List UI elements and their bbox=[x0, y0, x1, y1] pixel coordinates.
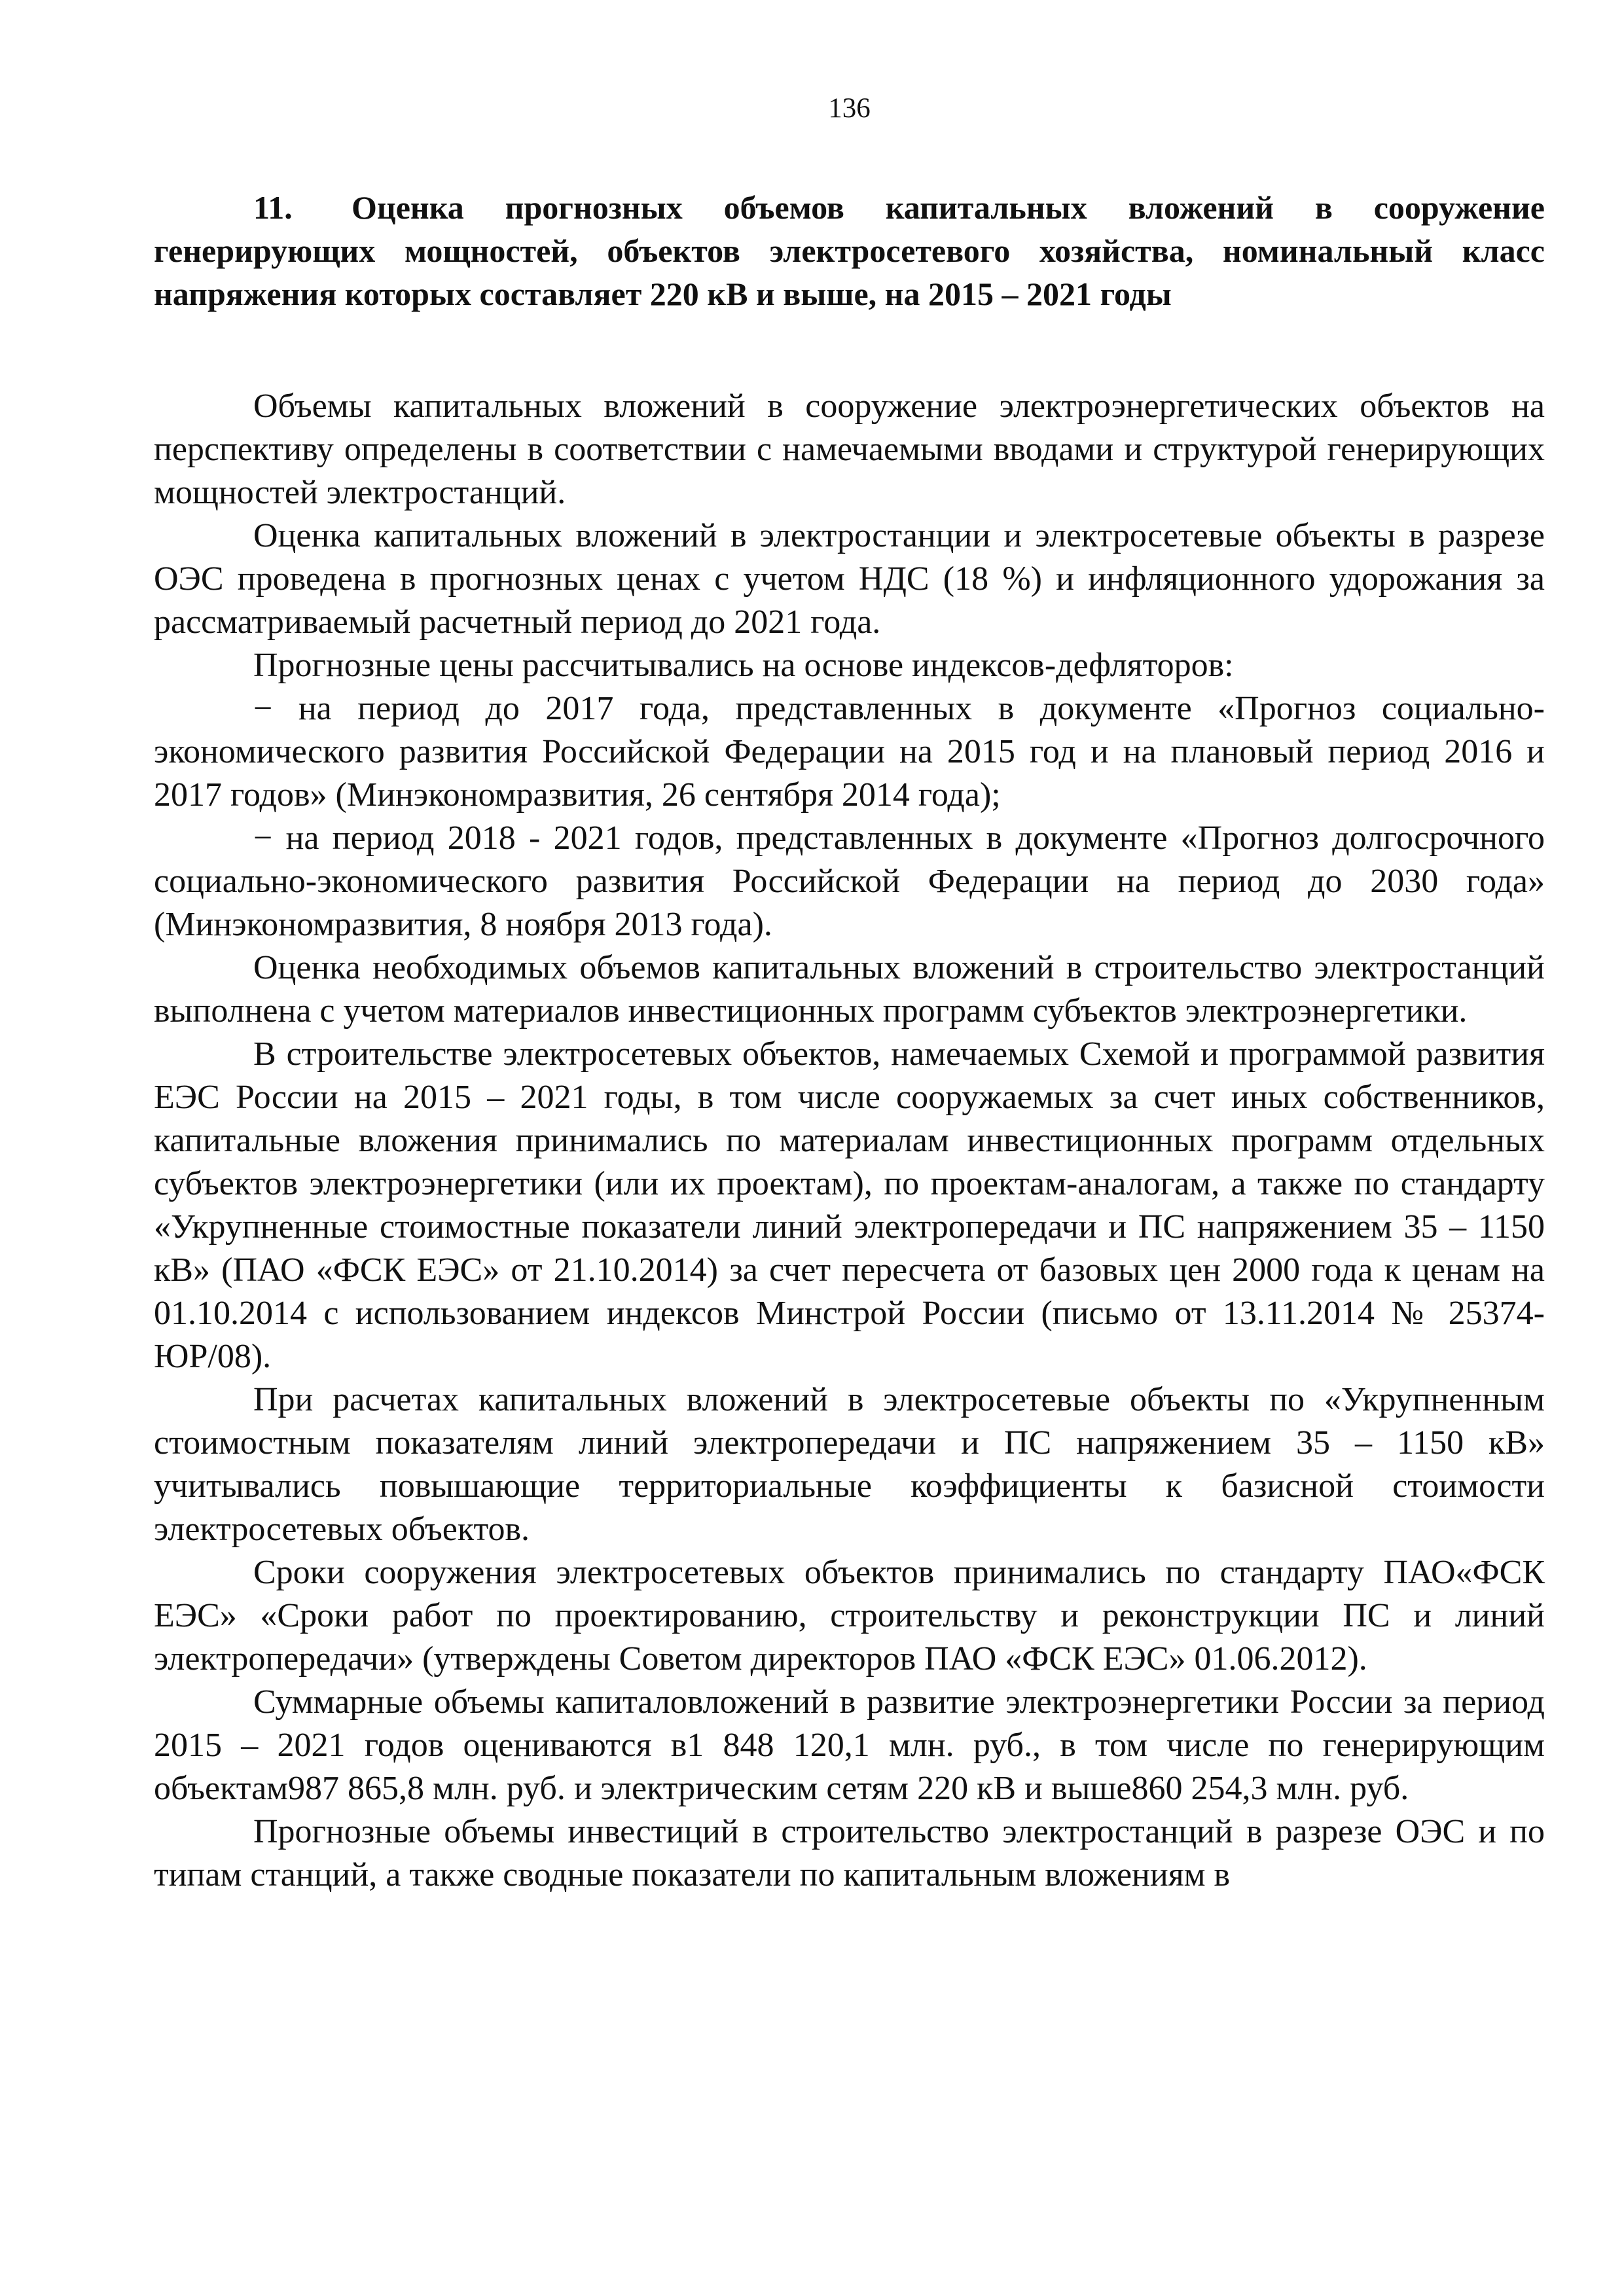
section-heading bbox=[154, 186, 1545, 315]
paragraph: При расчетах капитальных вложений в электросетевые объекты по «Укрупненным стоимостным показателям линий электропередачи и ПС напряжением 35 – 1150 кВ» учитывались повышающие территориальные коэффициенты к базисной стоимости электросетевых объектов. bbox=[154, 1380, 1545, 1548]
body-text bbox=[154, 385, 1545, 1897]
section-title: Оценка прогнозных объемов капитальных вложений в сооружение генерирующих мощностей, объектов электросетевого хозяйства, номинальный класс напряжения которых составляет 220 кВ и выше, на 2015 – 2021 годы bbox=[154, 188, 1545, 312]
paragraph: Объемы капитальных вложений в сооружение электроэнергетических объектов на перспективу определены в соответствии с намечаемыми вводами и структурой генерирующих мощностей электростанций. bbox=[154, 387, 1545, 511]
page-number: 136 bbox=[828, 93, 871, 124]
section-number: 11. bbox=[253, 188, 293, 226]
paragraph: Прогнозные цены рассчитывались на основе индексов-дефляторов: bbox=[253, 646, 1234, 684]
paragraph: Оценка необходимых объемов капитальных вложений в строительство электростанций выполнена с учетом материалов инвестиционных программ субъектов электроэнергетики. bbox=[154, 948, 1545, 1030]
paragraph: Сроки сооружения электросетевых объектов принимались по стандарту ПАО«ФСК ЕЭС» «Сроки работ по проектированию, строительству и реконструкции ПС и линий электропередачи» (утверждены Советом директоров ПАО «ФСК ЕЭС» 01.06.2012). bbox=[154, 1553, 1545, 1677]
list-item: − на период 2018 - 2021 годов, представленных в документе «Прогноз долгосрочного социально-экономического развития Российской Федерации на период до 2030 года» (Минэкономразвития, 8 ноября 2013 года). bbox=[154, 819, 1545, 943]
document-page bbox=[154, 92, 1545, 1897]
paragraph: Прогнозные объемы инвестиций в строительство электростанций в разрезе ОЭС и по типам станций, а также сводные показатели по капитальным вложениям в bbox=[154, 1812, 1545, 1893]
paragraph: В строительстве электросетевых объектов, намечаемых Схемой и программой развития ЕЭС России на 2015 – 2021 годы, в том числе сооружаемых за счет иных собственников, капитальные вложения принимались по материалам инвестиционных программ отдельных субъектов электроэнергетики (или их проектам), по проектам-аналогам, а также по стандарту «Укрупненные стоимостные показатели линий электропередачи и ПС напряжением 35 – 1150 кВ» (ПАО «ФСК ЕЭС» от 21.10.2014) за счет пересчета от базовых цен 2000 года к ценам на 01.10.2014 с использованием индексов Минстрой России (письмо от 13.11.2014 № 25374-ЮР/08). bbox=[154, 1035, 1545, 1375]
paragraph: Оценка капитальных вложений в электростанции и электросетевые объекты в разрезе ОЭС проведена в прогнозных ценах с учетом НДС (18 %) и инфляционного удорожания за рассматриваемый расчетный период до 2021 года. bbox=[154, 516, 1545, 641]
list-item: − на период до 2017 года, представленных в документе «Прогноз социально-экономического развития Российской Федерации на 2015 год и на плановый период 2016 и 2017 годов» (Минэкономразвития, 26 сентября 2014 года); bbox=[154, 689, 1545, 814]
paragraph: Суммарные объемы капиталовложений в развитие электроэнергетики России за период 2015 – 2021 годов оцениваются в1 848 120,1 млн. руб., в том числе по генерирующим объектам987 865,8 млн. руб. и электрическим сетям 220 кВ и выше860 254,3 млн. руб. bbox=[154, 1683, 1545, 1807]
